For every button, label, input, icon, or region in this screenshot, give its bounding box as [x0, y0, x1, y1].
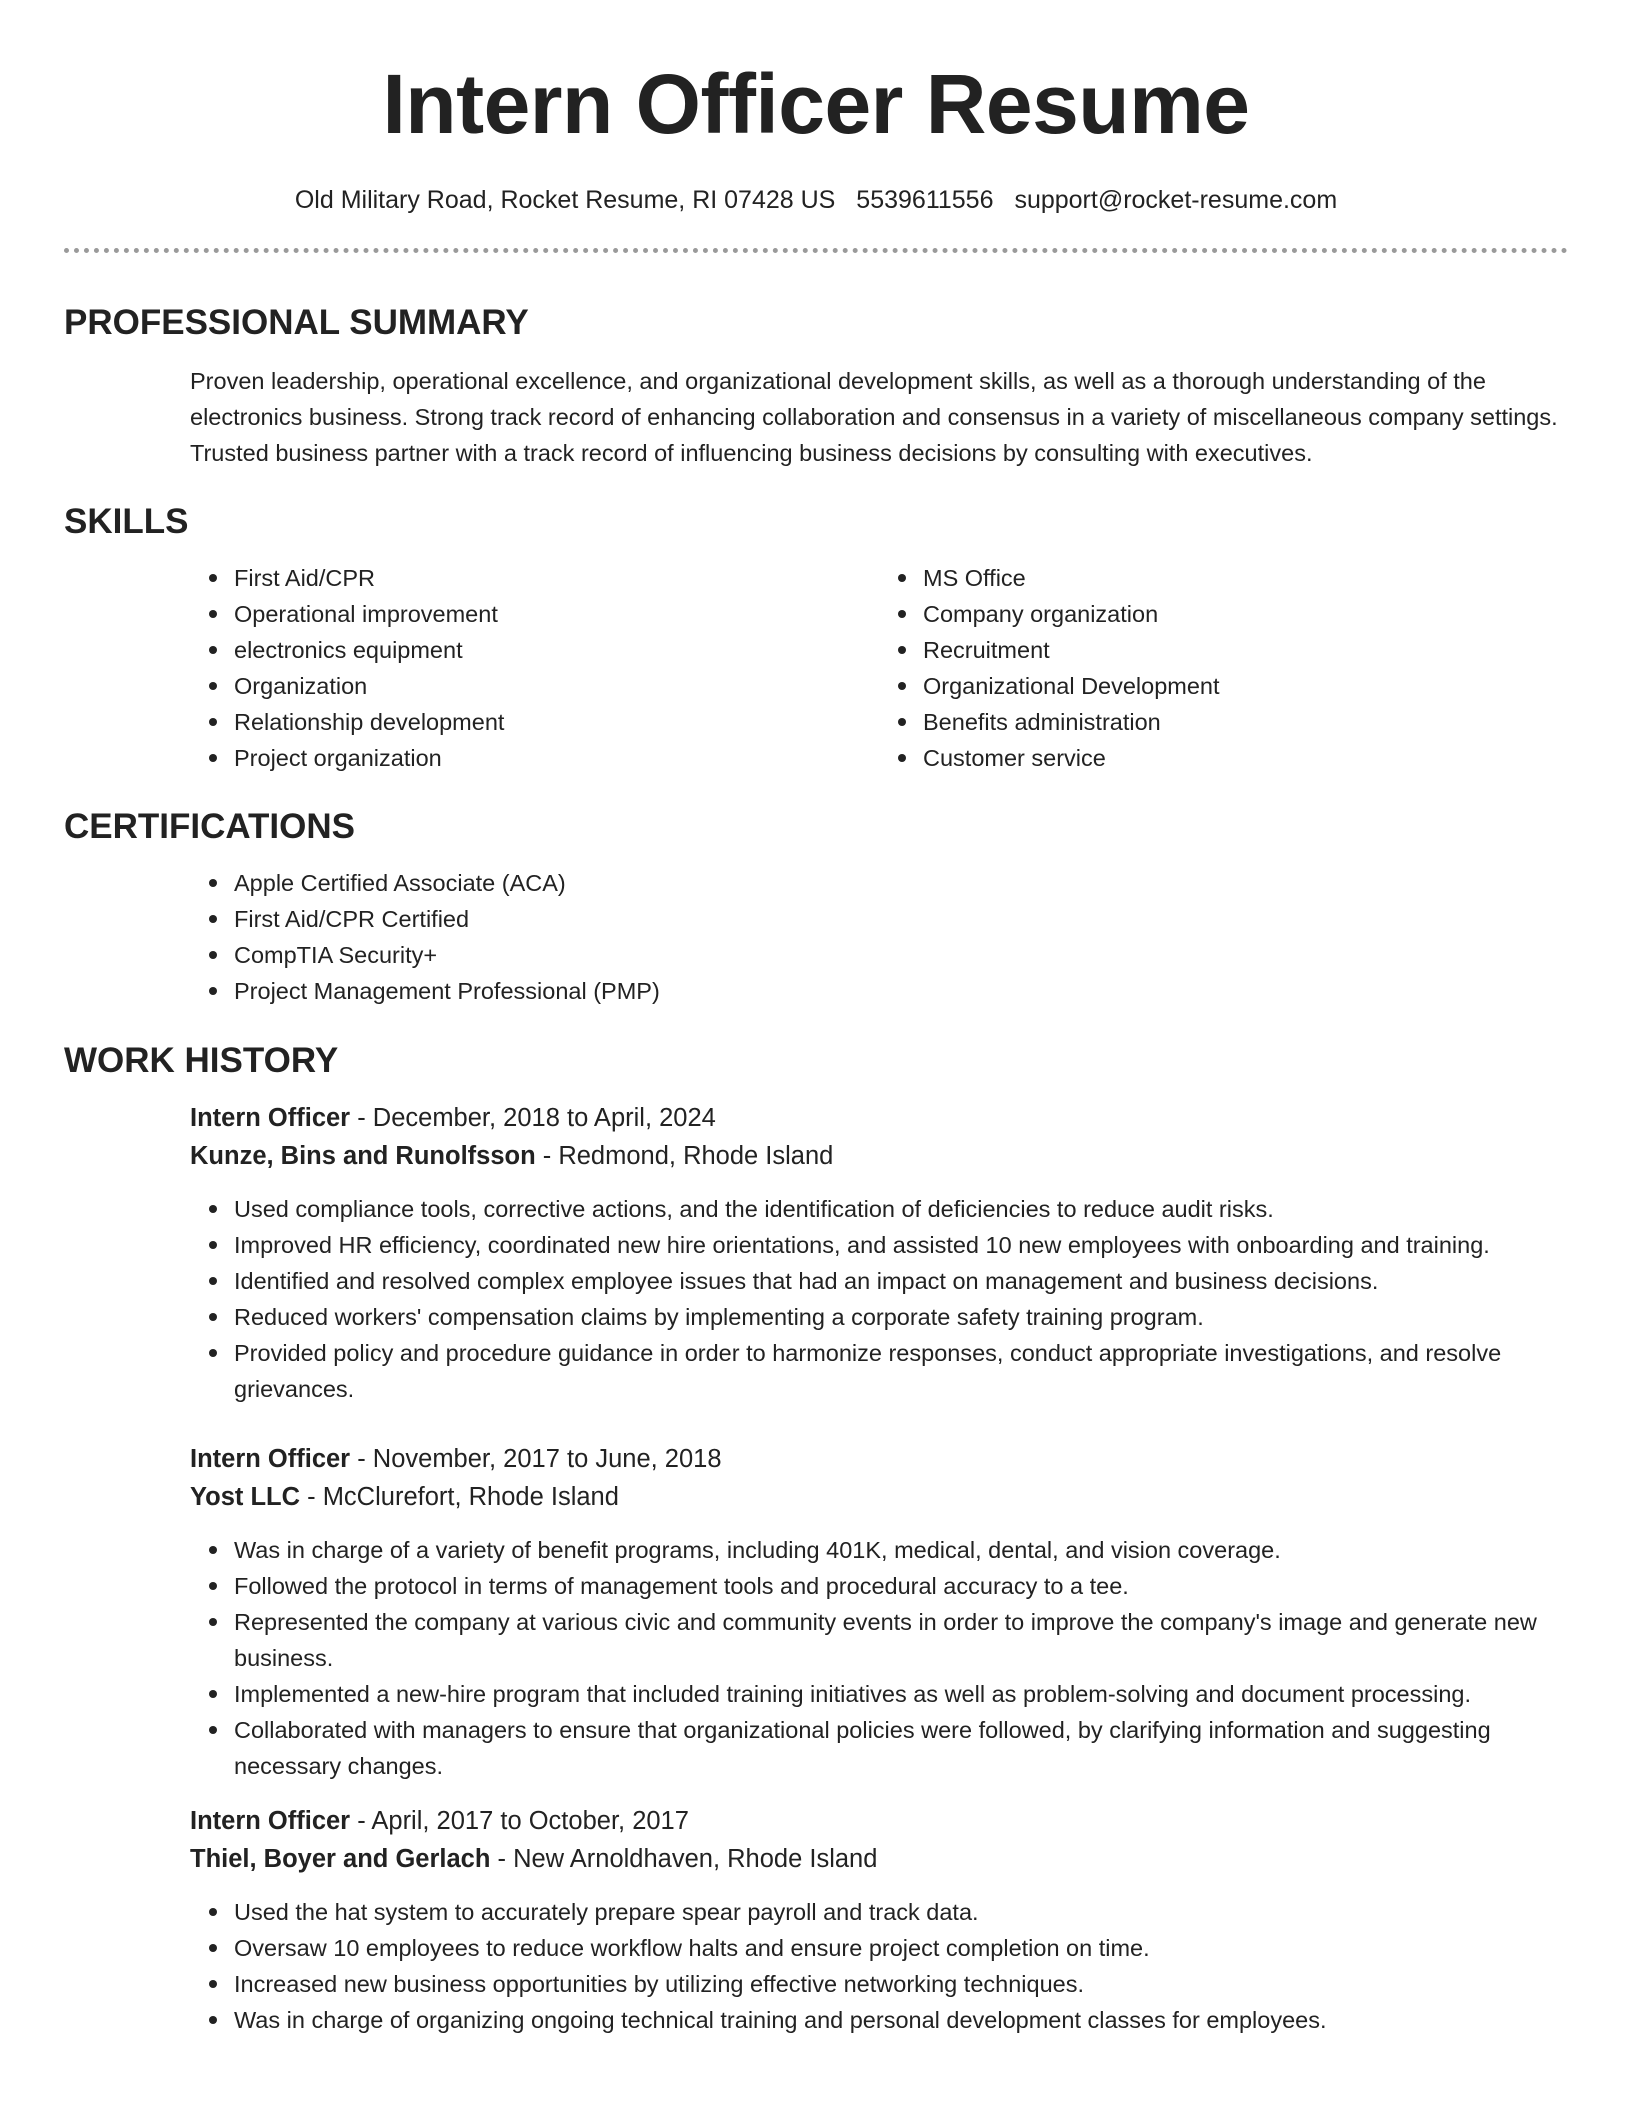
job-bullet: Used compliance tools, corrective actions, and the identification of deficiencies to reduce audit risks. — [234, 1191, 1568, 1227]
job-bullet: Was in charge of a variety of benefit programs, including 401K, medical, dental, and vision coverage. — [234, 1532, 1568, 1568]
skill-item: Organizational Development — [923, 668, 1568, 704]
job-entry — [190, 1802, 1568, 2038]
job-location: - New Arnoldhaven, Rhode Island — [490, 1845, 878, 1873]
job-dates: - November, 2017 to June, 2018 — [350, 1445, 722, 1473]
job-bullets — [190, 1532, 1568, 1784]
job-bullet: Increased new business opportunities by utilizing effective networking techniques. — [234, 1966, 1568, 2002]
contact-address: Old Military Road, Rocket Resume, RI 07428 US — [294, 186, 836, 214]
certification-item: Apple Certified Associate (ACA) — [234, 865, 1568, 901]
work-history-heading: WORK HISTORY — [64, 1041, 339, 1080]
skill-item: electronics equipment — [234, 632, 879, 668]
job-dates: - April, 2017 to October, 2017 — [350, 1807, 689, 1835]
job-title-line — [190, 1440, 1568, 1478]
skills-list-right — [879, 560, 1568, 776]
job-company: Kunze, Bins and Runolfsson — [190, 1142, 536, 1170]
skills-list-left — [190, 560, 879, 776]
job-location: - McClurefort, Rhode Island — [300, 1483, 619, 1511]
skill-item: Company organization — [923, 596, 1568, 632]
job-bullet: Collaborated with managers to ensure that organizational policies were followed, by clarifying information and suggesting necessary changes. — [234, 1712, 1568, 1784]
job-title-line — [190, 1802, 1568, 1840]
job-company: Thiel, Boyer and Gerlach — [190, 1845, 491, 1873]
job-company-line — [190, 1478, 1568, 1516]
job-bullet: Identified and resolved complex employee issues that had an impact on management and business decisions. — [234, 1263, 1568, 1299]
job-bullet: Used the hat system to accurately prepare spear payroll and track data. — [234, 1894, 1568, 1930]
contact-email: support@rocket-resume.com — [1014, 186, 1338, 214]
certifications-list — [190, 865, 1568, 1009]
skill-item: Benefits administration — [923, 704, 1568, 740]
job-bullets — [190, 1894, 1568, 2038]
job-entry — [190, 1099, 1568, 1407]
job-bullet: Followed the protocol in terms of management tools and procedural accuracy to a tee. — [234, 1568, 1568, 1604]
contact-line — [64, 184, 1568, 216]
skill-item: MS Office — [923, 560, 1568, 596]
skills-grid — [190, 560, 1568, 776]
skill-item: Relationship development — [234, 704, 879, 740]
job-bullet: Represented the company at various civic and community events in order to improve the company's image and generate new business. — [234, 1604, 1568, 1676]
resume-title: Intern Officer Resume — [382, 57, 1250, 151]
summary-heading: PROFESSIONAL SUMMARY — [64, 303, 529, 342]
certification-item: CompTIA Security+ — [234, 937, 1568, 973]
work-history-section — [64, 1039, 1568, 2038]
contact-phone: 5539611556 — [856, 186, 994, 214]
certifications-heading: CERTIFICATIONS — [64, 807, 356, 846]
skill-item: First Aid/CPR — [234, 560, 879, 596]
job-title-line — [190, 1099, 1568, 1137]
job-bullet: Implemented a new-hire program that included training initiatives as well as problem-solving and document processing. — [234, 1676, 1568, 1712]
job-bullet: Improved HR efficiency, coordinated new hire orientations, and assisted 10 new employees with onboarding and training. — [234, 1227, 1568, 1263]
job-dates: - December, 2018 to April, 2024 — [350, 1104, 716, 1132]
skill-item: Organization — [234, 668, 879, 704]
job-role: Intern Officer — [190, 1104, 351, 1132]
certification-item: Project Management Professional (PMP) — [234, 973, 1568, 1009]
skill-item: Customer service — [923, 740, 1568, 776]
job-company-line — [190, 1137, 1568, 1175]
header-divider — [64, 248, 1568, 253]
skill-item: Project organization — [234, 740, 879, 776]
skills-section — [64, 500, 1568, 776]
job-entry — [190, 1440, 1568, 1784]
job-location: - Redmond, Rhode Island — [535, 1142, 834, 1170]
job-bullet: Provided policy and procedure guidance in order to harmonize responses, conduct appropriate investigations, and resolve grievances. — [234, 1335, 1568, 1407]
job-bullets — [190, 1191, 1568, 1407]
job-bullet: Reduced workers' compensation claims by implementing a corporate safety training program. — [234, 1299, 1568, 1335]
job-bullet: Was in charge of organizing ongoing technical training and personal development classes for employees. — [234, 2002, 1568, 2038]
job-role: Intern Officer — [190, 1445, 351, 1473]
job-bullet: Oversaw 10 employees to reduce workflow halts and ensure project completion on time. — [234, 1930, 1568, 1966]
skill-item: Recruitment — [923, 632, 1568, 668]
summary-section — [64, 301, 1568, 471]
job-company: Yost LLC — [190, 1483, 301, 1511]
summary-text: Proven leadership, operational excellence, and organizational development skills, as well as a thorough understanding of the electronics business. Strong track record of enhancing collaboration and consensus in a variety of miscellaneous company settings. Trusted business partner with a track record of influencing business decisions by consulting with executives. — [190, 368, 1558, 466]
skill-item: Operational improvement — [234, 596, 879, 632]
job-role: Intern Officer — [190, 1807, 351, 1835]
certification-item: First Aid/CPR Certified — [234, 901, 1568, 937]
certifications-section — [64, 805, 1568, 1009]
job-company-line — [190, 1840, 1568, 1878]
skills-heading: SKILLS — [64, 502, 189, 541]
